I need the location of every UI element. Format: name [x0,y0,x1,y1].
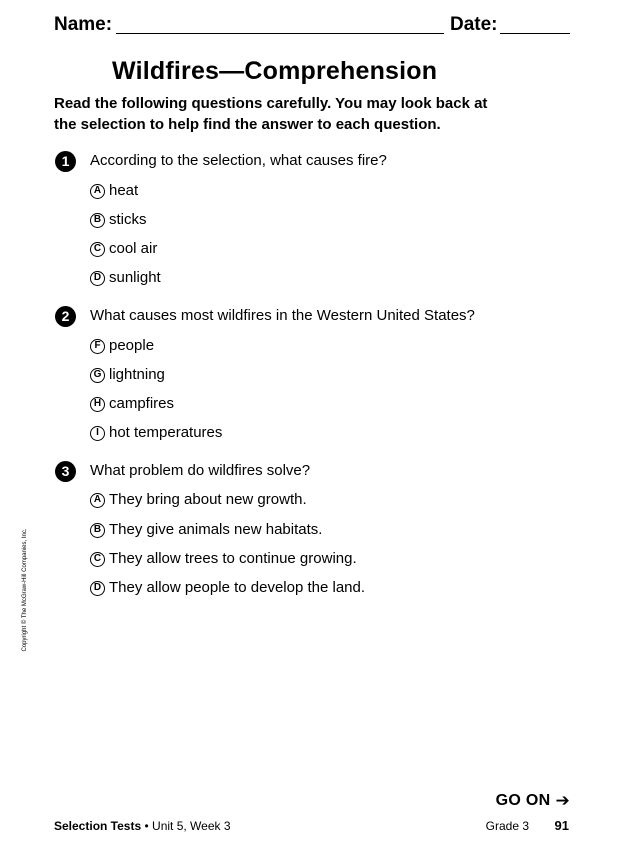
name-label: Name: [54,14,113,35]
answer-bubble[interactable]: H [90,397,105,412]
instructions: Read the following questions carefully. You may look back at the selection to help find the answer to each question. [54,95,488,133]
answer-option[interactable] [90,423,222,443]
answer-option[interactable] [90,336,154,356]
answer-option[interactable] [90,365,165,385]
answer-text: They allow trees to continue growing. [109,550,357,567]
footer-series [54,816,231,836]
answer-bubble[interactable]: G [90,368,105,383]
answer-text: cool air [109,240,158,257]
answer-option[interactable] [90,520,322,540]
question-number: 1 [55,151,76,172]
answer-text: hot temperatures [109,424,223,441]
page-number: 91 [554,818,569,833]
footer-series-title: Selection Tests [54,819,142,833]
answer-option[interactable] [90,210,147,230]
answer-bubble[interactable]: C [90,242,105,257]
footer-separator: • [144,819,149,833]
page-footer [54,816,569,836]
go-on-prompt [496,791,570,811]
answer-text: sticks [109,211,147,228]
answer-bubble[interactable]: B [90,213,105,228]
answer-option[interactable] [90,239,157,259]
arrow-right-icon: ➔ [555,791,570,810]
answer-bubble[interactable]: I [90,426,105,441]
answer-option[interactable] [90,181,138,201]
question-number: 3 [55,461,76,482]
answer-option[interactable] [90,578,365,598]
go-on-label: GO ON [495,792,551,809]
answer-bubble[interactable]: B [90,523,105,538]
answer-text: They allow people to develop the land. [109,579,366,596]
answer-bubble[interactable]: C [90,552,105,567]
answer-option[interactable] [90,490,307,510]
page-title: Wildfires—Comprehension [112,57,438,85]
answer-option[interactable] [90,394,174,414]
answer-text: lightning [109,366,165,383]
answer-text: campfires [109,395,175,412]
answer-text: heat [109,182,139,199]
footer-grade: Grade 3 [485,819,529,833]
answer-bubble[interactable]: F [90,339,105,354]
name-field[interactable] [116,33,444,34]
question-text: What causes most wildfires in the Western United States? [90,307,475,324]
answer-bubble[interactable]: A [90,493,105,508]
date-label: Date: [450,14,498,35]
copyright-text: Copyright © The McGraw-Hill Companies, Inc. [22,528,28,652]
answer-bubble[interactable]: A [90,184,105,199]
answer-bubble[interactable]: D [90,581,105,596]
date-field[interactable] [500,33,570,34]
answer-bubble[interactable]: D [90,271,105,286]
answer-text: They bring about new growth. [109,491,307,508]
question-number: 2 [55,306,76,327]
answer-text: They give animals new habitats. [109,521,323,538]
name-date-row [54,13,570,37]
question-text: According to the selection, what causes fire? [90,152,387,169]
answer-text: sunlight [109,269,161,286]
footer-unit: Unit 5, Week 3 [152,819,231,833]
answer-option[interactable] [90,549,357,569]
question-text: What problem do wildfires solve? [90,462,311,479]
answer-text: people [109,337,155,354]
answer-option[interactable] [90,268,161,288]
